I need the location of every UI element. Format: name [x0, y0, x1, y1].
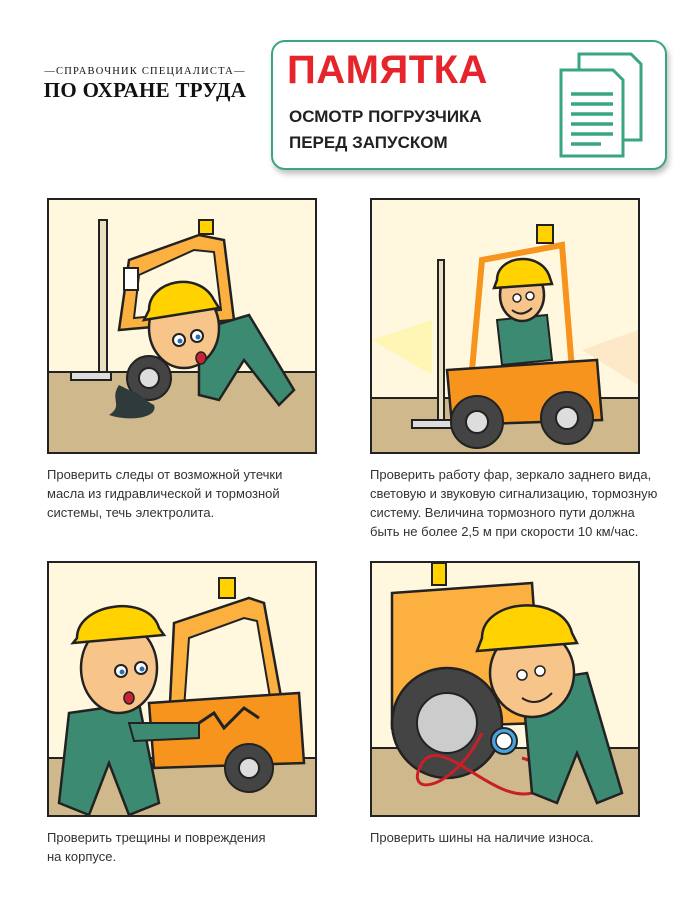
title-box [271, 40, 667, 170]
illustration-body-cracks [47, 561, 317, 817]
illustration-tire-check [370, 561, 640, 817]
caption-line: масла из гидравлической и тормозной [47, 486, 280, 501]
caption-line: Проверить трещины и повреждения [47, 830, 266, 845]
caption-step-4 [370, 828, 594, 847]
illustration-oil-leak [47, 198, 317, 454]
caption-line: систему. Величина тормозного пути должна [370, 505, 635, 520]
caption-line: Проверить работу фар, зеркало заднего вида, [370, 467, 652, 482]
caption-step-1 [47, 465, 282, 522]
brand-logo [34, 66, 256, 103]
caption-line: Проверить следы от возможной утечки [47, 467, 283, 482]
caption-step-2 [370, 465, 657, 541]
caption-line: на корпусе. [47, 849, 117, 864]
caption-line: системы, течь электролита. [47, 505, 215, 520]
page-title: ПАМЯТКА [287, 48, 488, 92]
subtitle-line-2: ПЕРЕД ЗАПУСКОМ [289, 133, 448, 152]
brand-bottom-text: ПО ОХРАНЕ ТРУДА [43, 78, 247, 102]
caption-line: световую и звуковую сигнализацию, тормозную [370, 486, 658, 501]
page-subtitle [289, 104, 489, 156]
illustration-lights-check [370, 198, 640, 454]
caption-line: Проверить шины на наличие износа. [370, 830, 594, 845]
documents-icon [551, 50, 647, 160]
brand-top-text: —СПРАВОЧНИК СПЕЦИАЛИСТА— [44, 66, 246, 77]
caption-step-3 [47, 828, 266, 866]
caption-line: быть не более 2,5 м при скорости 10 км/час. [370, 524, 639, 539]
subtitle-line-1: ОСМОТР ПОГРУЗЧИКА [289, 107, 482, 126]
